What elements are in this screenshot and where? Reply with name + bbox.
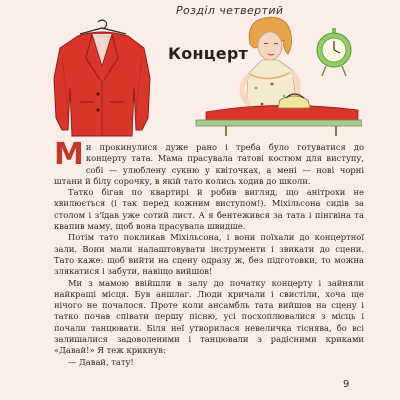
chapter-title: Концерт	[168, 44, 248, 63]
paragraph-text: и прокинулися дуже рано і треба було готуватися до концерту тата. Мама прасувала татові костюм для виступу, собі — улюблену сукню у квіточках, а мені — нові чорні штани й білу сорочку, в якій тато колись ходив до школи.	[54, 142, 364, 186]
chapter-label: Розділ четвертий	[176, 4, 284, 17]
wall-clock-icon	[312, 26, 356, 78]
paragraph: Ми з мамою ввійшли в залу до початку концерту і зайняли найкращі місця. Був аншлаг. Люди кричали і свистіли, хоча ще нічого не почалося. Проте коли ансамбль тата вийшов на сцену і татко почав співати першу пісню, усі посхоплювалися з місць і почали танцювати. Біля неї утворилася невеличка тіснява, бо всі залишалися задоволеними і танцювали з радісними криками «Давай!» Я теж крикнув:	[54, 277, 364, 356]
drop-cap: М	[54, 137, 84, 172]
body-text	[54, 137, 364, 368]
paragraph: Татко бігав по квартирі й робив вигляд, що анітрохи не хвилюється (і так перед кожним виступом!). Міхільсона сидів за столом і з'їдав уже сотий лист. А я бентежився за тата і пінгвіна та квапив маму, щоб вона прасувала швидше.	[54, 187, 364, 232]
paragraph: — Давай, тату!	[68, 356, 134, 367]
red-jacket-icon	[40, 18, 164, 140]
paragraph	[54, 137, 364, 187]
paragraph: Потім тато покликав Міхільсона, і вони поїхали до концертної зали. Вони мали налаштовувати інструменти і звикати до сцени. Тато каже: щоб вийти на сцену одразу ж, без підготовки, то можна злякатися і забути, навіщо вийшов!	[54, 232, 364, 277]
page-number: 9	[343, 379, 350, 390]
